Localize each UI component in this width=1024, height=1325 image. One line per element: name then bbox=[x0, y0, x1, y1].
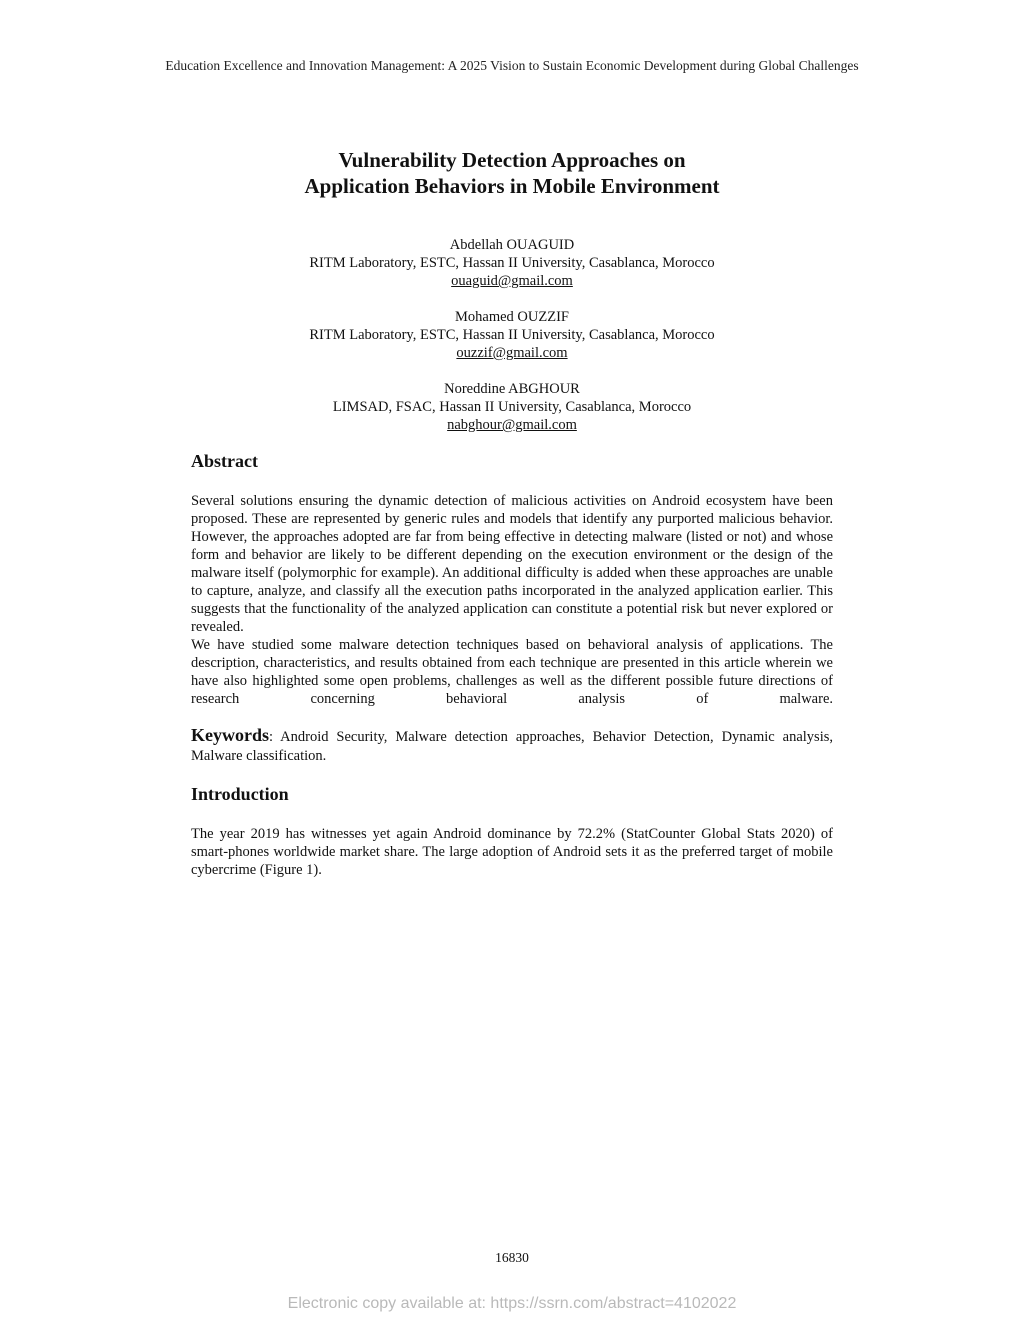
paper-title-line-2: Application Behaviors in Mobile Environment bbox=[304, 174, 720, 198]
paper-title-line-1: Vulnerability Detection Approaches on bbox=[338, 148, 686, 172]
author-name: Mohamed OUZZIF bbox=[455, 309, 569, 325]
abstract-paragraph-1: Several solutions ensuring the dynamic detection of malicious activities on Android ecosystem have been proposed. These are represented by generic rules and models that identify any purported malicious behavior. However, the approaches adopted are far from being effective in detecting malware (listed or not) and whose form and behavior are likely to be different depending on the execution environment or the design of the malware itself (polymorphic for example). An additional difficulty is added when these approaches are unable to capture, analyze, and classify all the execution paths incorporated in the analyzed application earlier. This suggests that the functionality of the analyzed application can constitute a potential risk but never explored or revealed. bbox=[191, 493, 833, 635]
ssrn-footer-link[interactable]: Electronic copy available at: https://ssrn.com/abstract=4102022 bbox=[287, 1295, 737, 1312]
paper-title bbox=[0, 147, 1024, 199]
running-header: Education Excellence and Innovation Management: A 2025 Vision to Sustain Economic Development during Global Challenges bbox=[165, 58, 859, 73]
abstract-body bbox=[191, 492, 833, 708]
keywords-label: Keywords bbox=[191, 725, 269, 745]
author-affiliation: RITM Laboratory, ESTC, Hassan II University, Casablanca, Morocco bbox=[309, 327, 715, 343]
author-affiliation: LIMSAD, FSAC, Hassan II University, Casablanca, Morocco bbox=[332, 399, 692, 415]
author-name: Abdellah OUAGUID bbox=[449, 237, 575, 253]
author-block bbox=[0, 236, 1024, 452]
author-3 bbox=[0, 380, 1024, 434]
author-email-link[interactable]: nabghour@gmail.com bbox=[447, 417, 577, 433]
keywords-block bbox=[191, 726, 833, 766]
author-2 bbox=[0, 308, 1024, 362]
author-affiliation: RITM Laboratory, ESTC, Hassan II University, Casablanca, Morocco bbox=[309, 255, 715, 271]
introduction-heading: Introduction bbox=[191, 784, 289, 804]
page-number: 16830 bbox=[495, 1250, 529, 1265]
introduction-body bbox=[191, 825, 833, 879]
author-email-link[interactable]: ouaguid@gmail.com bbox=[451, 273, 573, 289]
introduction-paragraph: The year 2019 has witnesses yet again Android dominance by 72.2% (StatCounter Global Stats 2020) of smart-phones worldwide market share. The large adoption of Android sets it as the preferred target of mobile cybercrime (Figure 1). bbox=[191, 826, 833, 878]
author-name: Noreddine ABGHOUR bbox=[444, 381, 580, 397]
abstract-paragraph-2: We have studied some malware detection techniques based on behavioral analysis of applications. The description, characteristics, and results obtained from each technique are presented in this article wherein we have also highlighted some open problems, challenges as well as the different possible future directions of research concerning behavioral analysis of malware. bbox=[191, 637, 833, 707]
abstract-heading: Abstract bbox=[191, 451, 258, 471]
author-1 bbox=[0, 236, 1024, 290]
author-email-link[interactable]: ouzzif@gmail.com bbox=[456, 345, 568, 361]
keywords-text: : Android Security, Malware detection approaches, Behavior Detection, Dynamic analysis, Malware classification. bbox=[191, 729, 833, 764]
